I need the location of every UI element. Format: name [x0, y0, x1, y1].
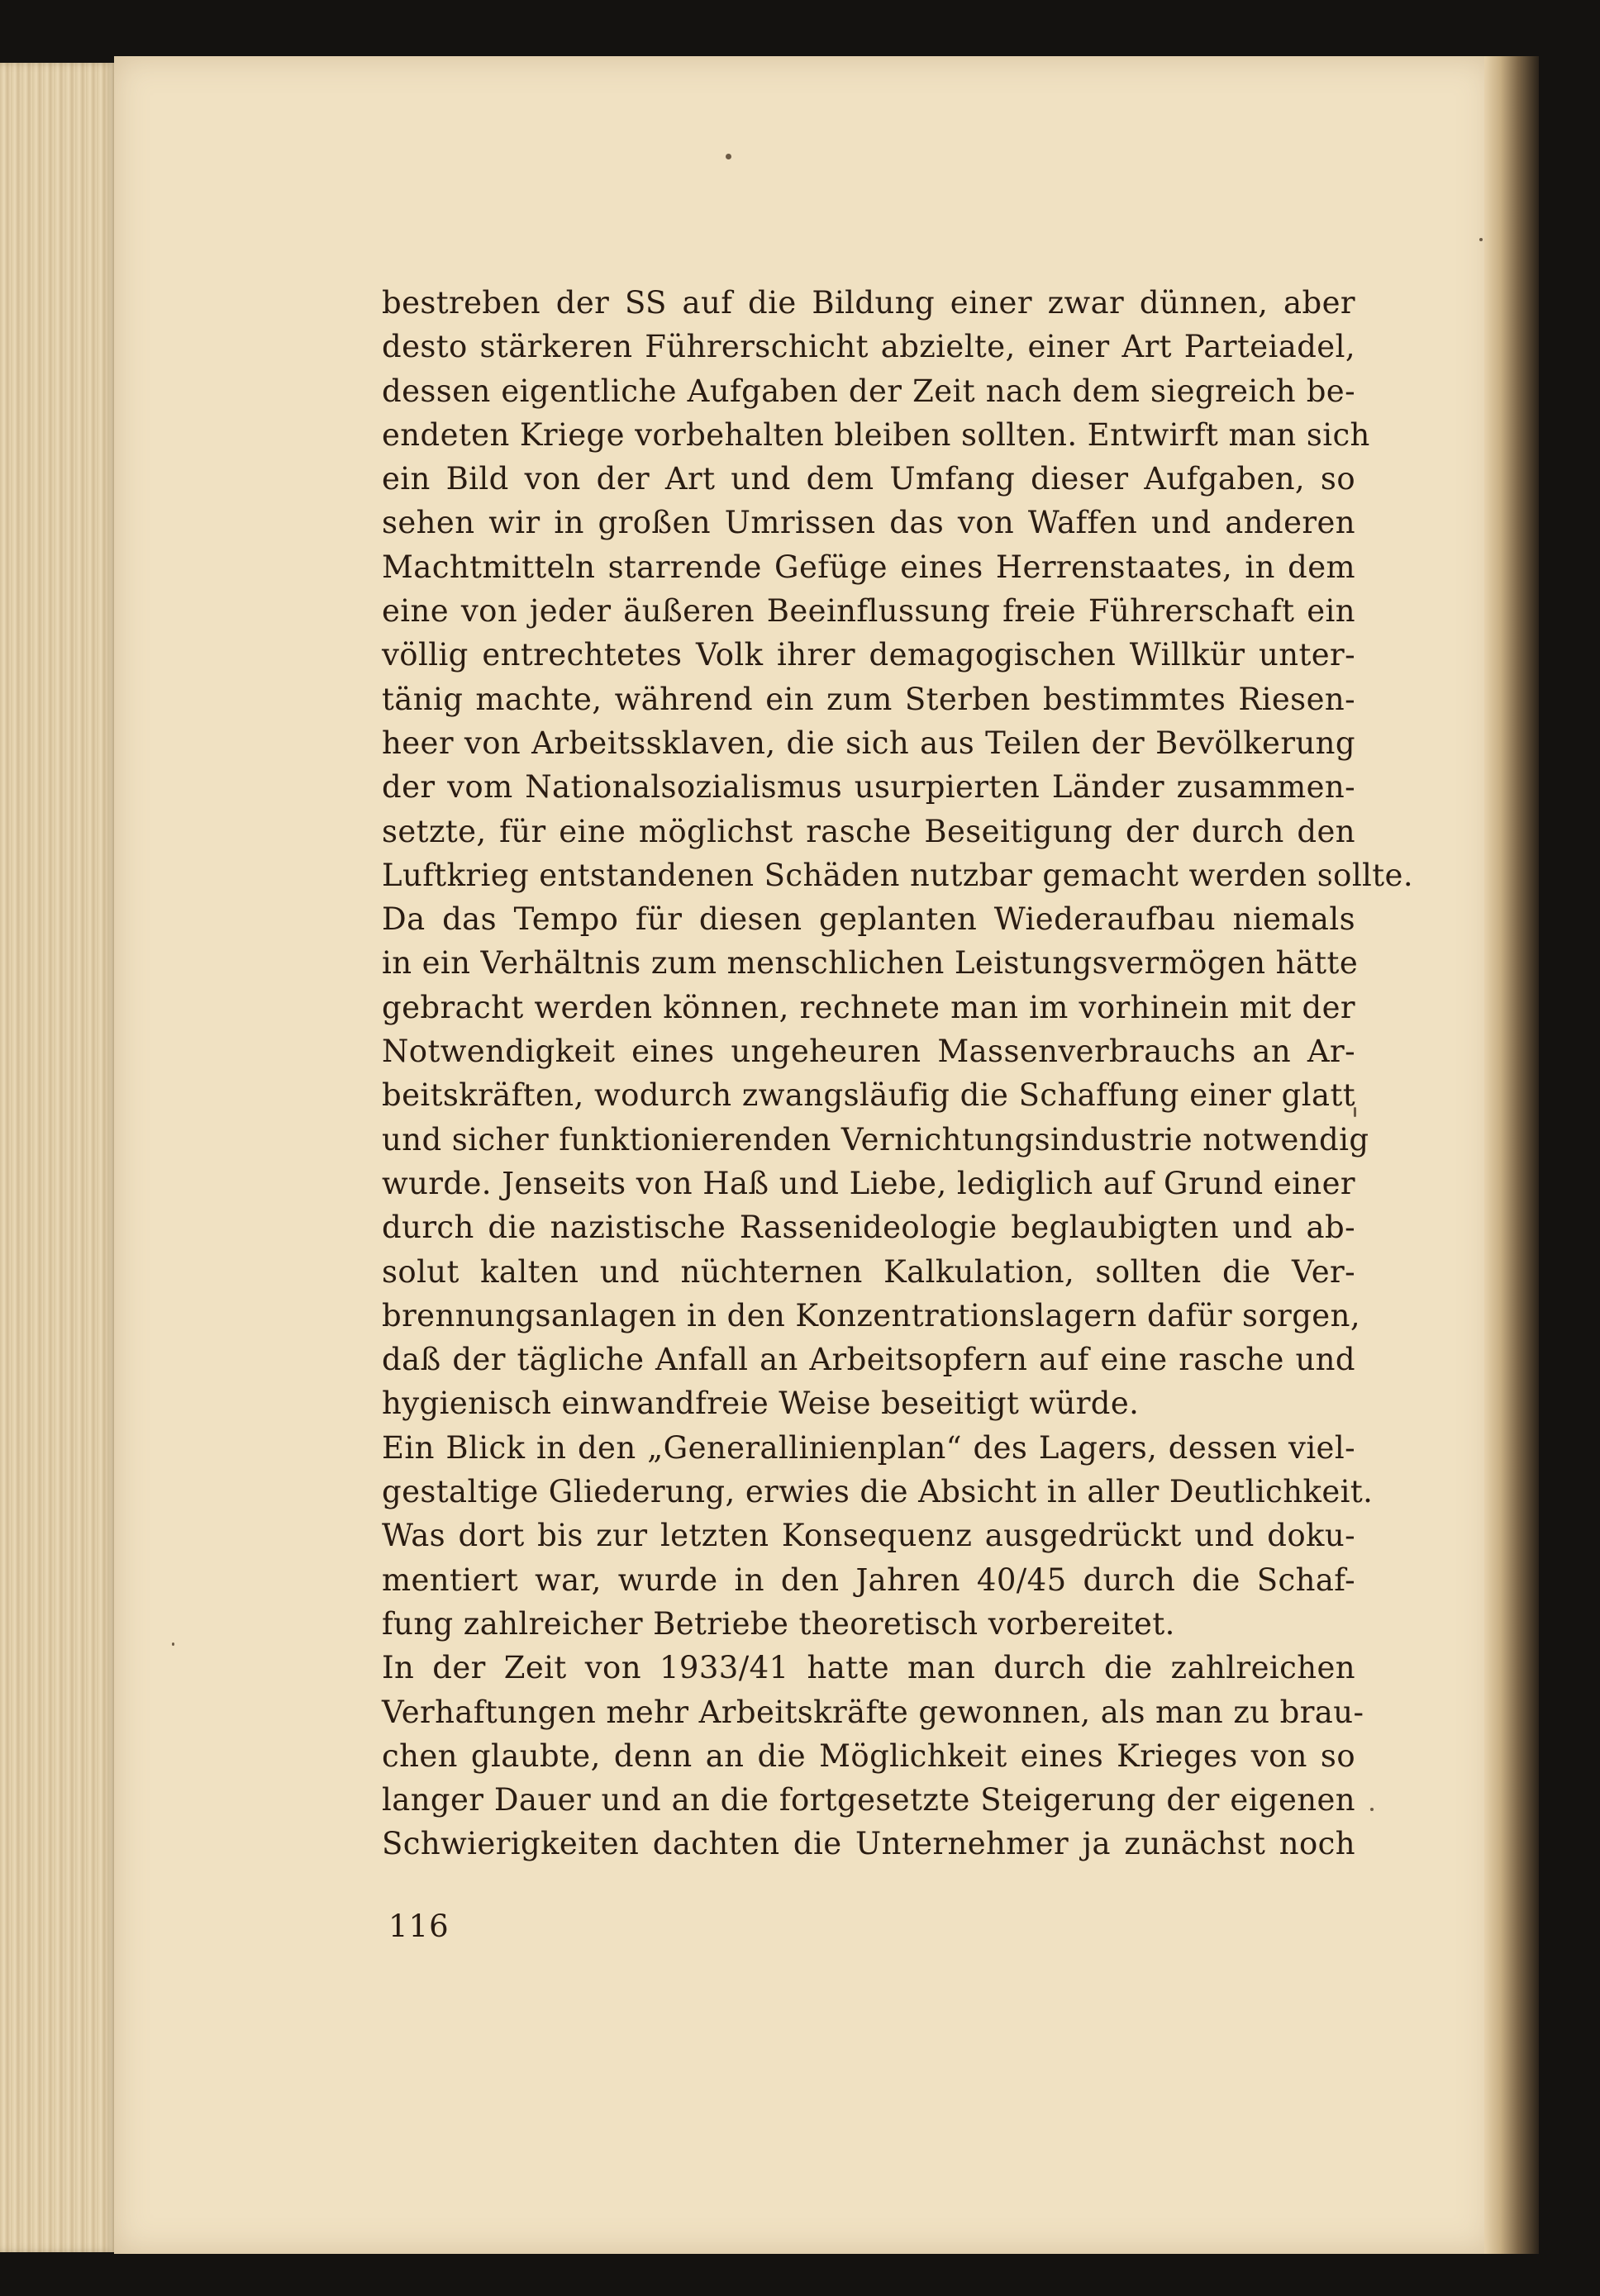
paper-speck	[172, 1642, 174, 1646]
text-line: dessen eigentliche Aufgaben der Zeit nach dem siegreich be-	[382, 373, 1355, 409]
text-line: der vom Nationalsozialismus usurpierten Länder zusammen-	[382, 769, 1355, 806]
text-line: Ein Blick in den „Generallinienplan“ des Lagers, dessen viel-	[382, 1429, 1355, 1466]
text-line: gebracht werden können, rechnete man im vorhinein mit der	[382, 989, 1355, 1025]
text-line: Da das Tempo für diesen geplanten Wiederaufbau niemals	[382, 901, 1355, 938]
paper-speck	[1370, 1808, 1374, 1811]
scan-background	[0, 2254, 1600, 2296]
text-line: Notwendigkeit eines ungeheuren Massenverbrauchs an Ar-	[382, 1034, 1355, 1070]
text-line: eine von jeder äußeren Beeinflussung freie Führerschaft ein	[382, 593, 1355, 630]
text-line: fung zahlreicher Betriebe theoretisch vorbereitet.	[382, 1605, 1175, 1642]
text-line: beitskräften, wodurch zwangsläufig die Schaffung einer glatt	[382, 1077, 1355, 1114]
text-line: endeten Kriege vorbehalten bleiben sollten. Entwirft man sich	[382, 416, 1370, 453]
text-line: desto stärkeren Führerschicht abzielte, einer Art Parteiadel,	[382, 329, 1355, 365]
text-line: Machtmitteln starrende Gefüge eines Herrenstaates, in dem	[382, 549, 1355, 585]
text-line: In der Zeit von 1933/41 hatte man durch die zahlreichen	[382, 1650, 1355, 1686]
page-number: 116	[388, 1909, 450, 1944]
text-line: tänig machte, während ein zum Sterben bestimmtes Riesen-	[382, 681, 1355, 717]
text-line: wurde. Jenseits von Haß und Liebe, lediglich auf Grund einer	[382, 1165, 1355, 1201]
text-line: Was dort bis zur letzten Konsequenz ausgedrückt und doku-	[382, 1518, 1355, 1554]
paper-speck	[1479, 238, 1483, 241]
text-line: und sicher funktionierenden Vernichtungsindustrie notwendig	[382, 1121, 1369, 1158]
text-line: sehen wir in großen Umrissen das von Waffen und anderen	[382, 505, 1355, 541]
text-line: völlig entrechtetes Volk ihrer demagogischen Willkür unter-	[382, 637, 1355, 673]
text-line: chen glaubte, denn an die Möglichkeit eines Krieges von so	[382, 1737, 1355, 1774]
text-line: hygienisch einwandfreie Weise beseitigt würde.	[382, 1386, 1140, 1422]
text-line: ein Bild von der Art und dem Umfang dieser Aufgaben, so	[382, 461, 1355, 497]
book-gutter	[1484, 56, 1539, 2254]
page-edges	[0, 63, 117, 2252]
text-line: gestaltige Gliederung, erwies die Absicht in aller Deutlichkeit.	[382, 1474, 1374, 1510]
text-line: setzte, für eine möglichst rasche Beseitigung der durch den	[382, 813, 1355, 849]
text-line: in ein Verhältnis zum menschlichen Leistungsvermögen hätte	[382, 945, 1359, 982]
text-line: Schwierigkeiten dachten die Unternehmer ja zunächst noch	[382, 1826, 1355, 1862]
text-line: bestreben der SS auf die Bildung einer zwar dünnen, aber	[382, 285, 1355, 321]
text-line: brennungsanlagen in den Konzentrationslagern dafür sorgen,	[382, 1297, 1360, 1333]
paper-speck	[726, 154, 731, 159]
text-line: mentiert war, wurde in den Jahren 40/45 durch die Schaf-	[382, 1562, 1355, 1598]
text-line: langer Dauer und an die fortgesetzte Steigerung der eigenen	[382, 1782, 1355, 1818]
text-line: solut kalten und nüchternen Kalkulation, sollten die Ver-	[382, 1253, 1355, 1290]
text-line: Luftkrieg entstandenen Schäden nutzbar gemacht werden sollte.	[382, 857, 1414, 893]
text-line: Verhaftungen mehr Arbeitskräfte gewonnen, als man zu brau-	[382, 1694, 1364, 1730]
text-line: daß der tägliche Anfall an Arbeitsopfern auf eine rasche und	[382, 1342, 1355, 1378]
body-text	[382, 281, 1414, 1866]
text-line: durch die nazistische Rassenideologie beglaubigten und ab-	[382, 1210, 1355, 1246]
text-line: heer von Arbeitssklaven, die sich aus Teilen der Bevölkerung	[382, 725, 1355, 761]
